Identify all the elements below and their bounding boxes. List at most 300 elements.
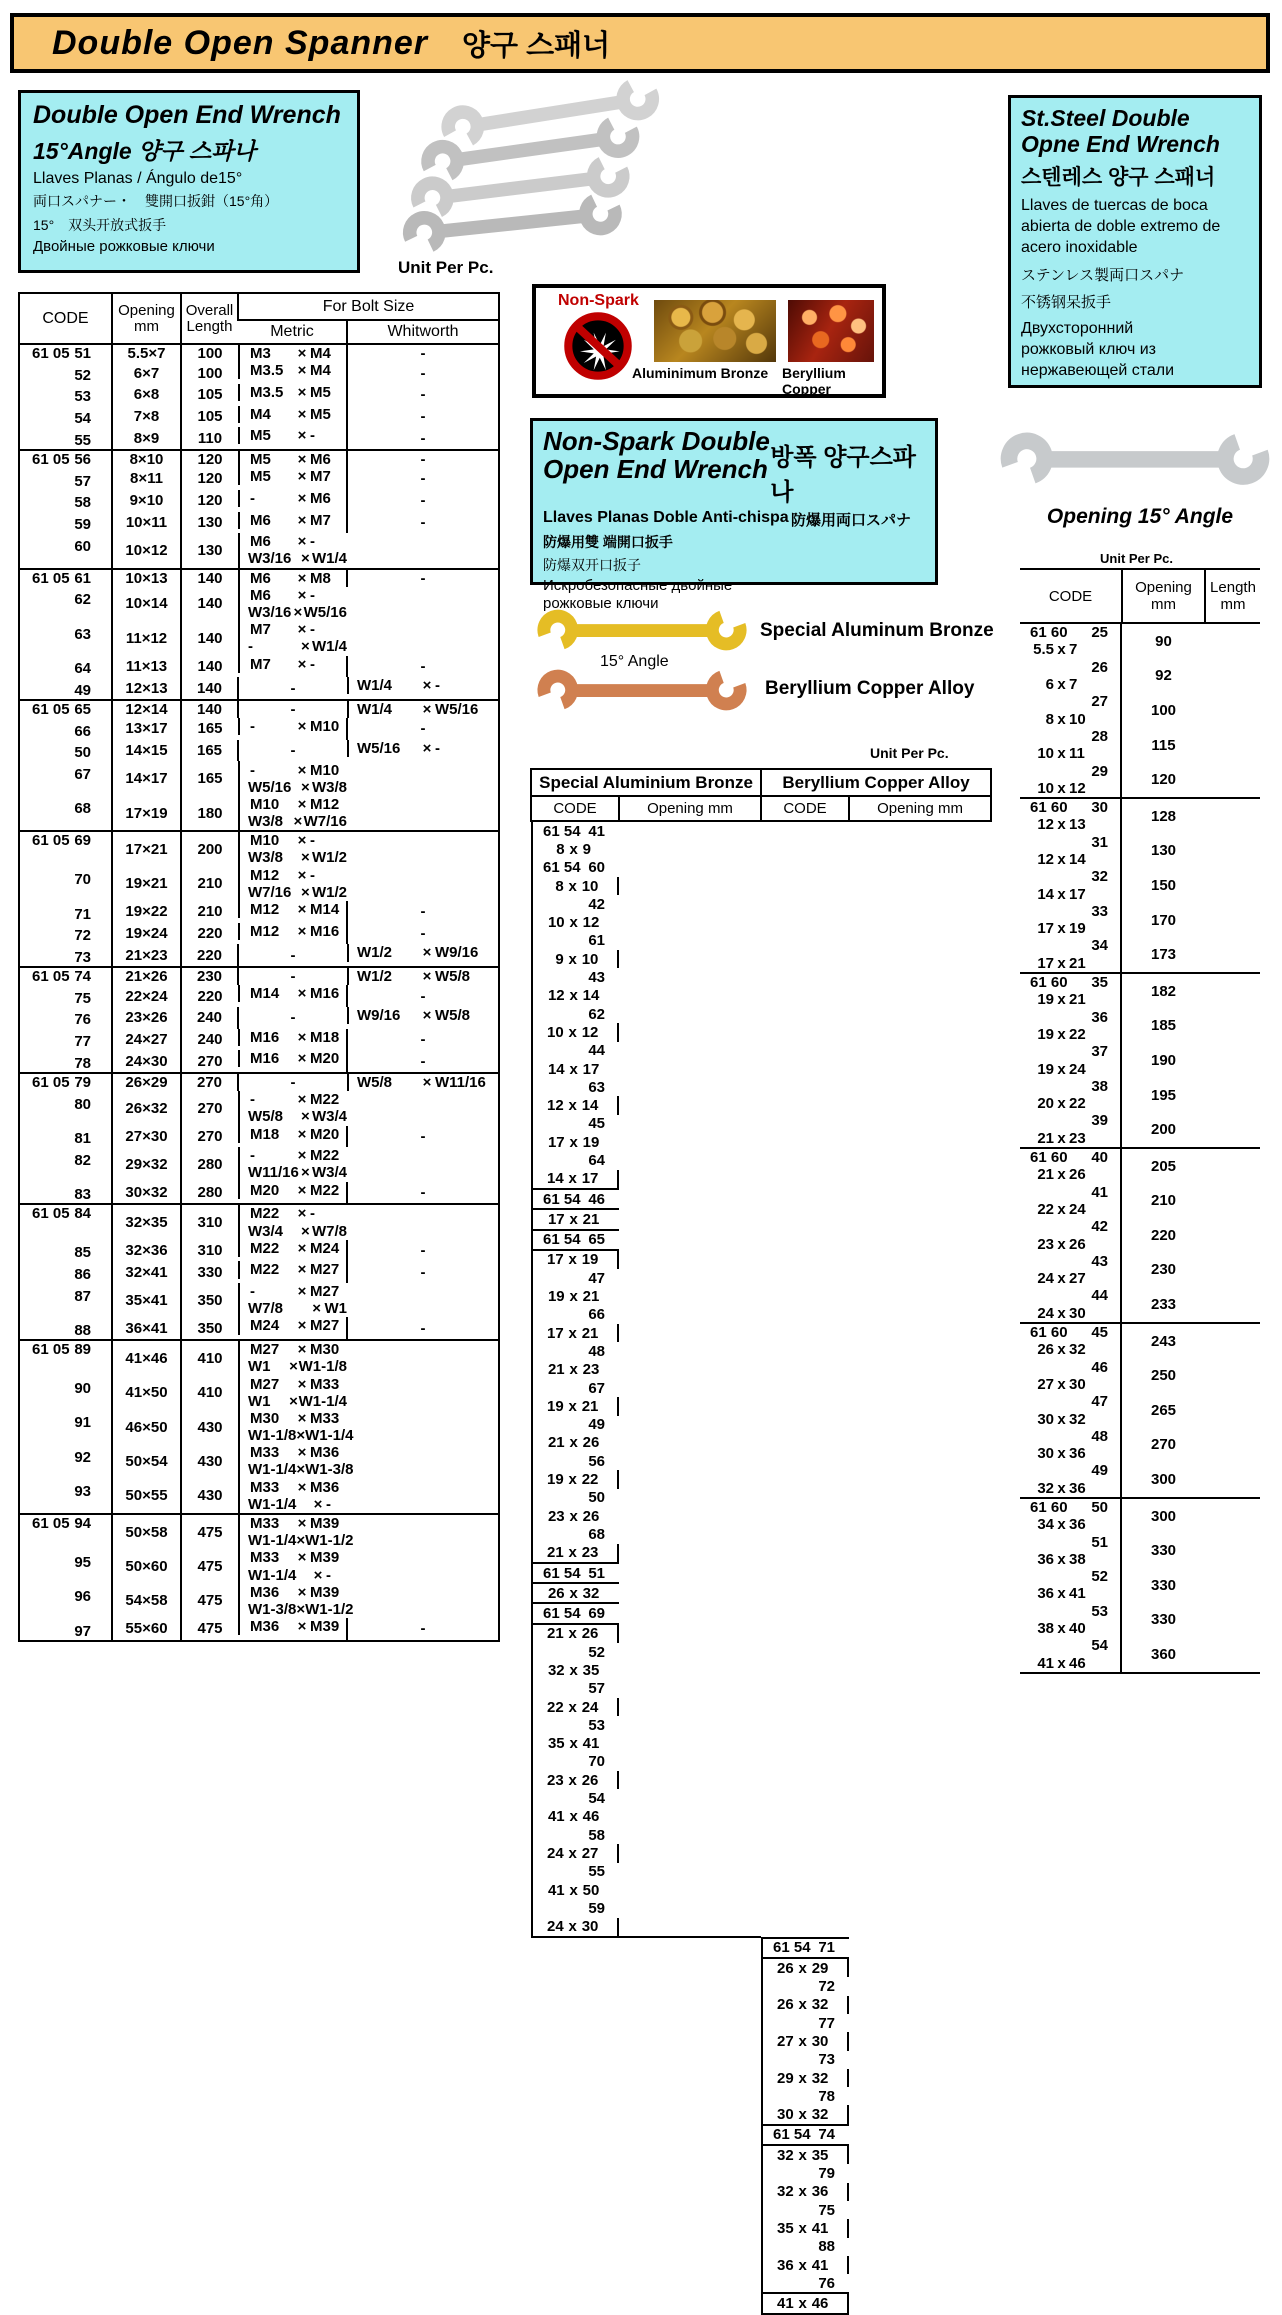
col-header-overall-length: Overall Length <box>181 293 238 344</box>
opening-cell: 21 x 23 <box>531 1361 619 1379</box>
opening-cell: 21×23 <box>112 944 181 967</box>
overall-length-cell: 210 <box>181 901 238 923</box>
code-cell: 81 <box>74 1130 91 1148</box>
overall-length-cell: 310 <box>181 1204 238 1239</box>
bronze-table-header: Special Aluminium Bronze <box>531 769 761 796</box>
nonspark-japanese: 防爆用両口スパナ <box>791 512 912 529</box>
alloy-row <box>531 1115 991 1188</box>
ststeel-row <box>1020 1218 1260 1253</box>
code-cell: 83 <box>74 1186 91 1204</box>
code-cell: 61 05 89 <box>32 1341 91 1359</box>
ststeel-row <box>1020 1043 1260 1078</box>
code-cell: 61 <box>531 932 619 950</box>
metric-bolt-cell: M27 × M30 <box>238 1341 347 1358</box>
metric-bolt-cell: - <box>238 944 347 967</box>
code-cell: 42 <box>1020 1218 1122 1235</box>
code-cell: 61 05 94 <box>32 1515 91 1533</box>
opening-cell: 14 x 17 <box>1020 885 1122 902</box>
alloy-row <box>531 2274 991 2315</box>
opening-cell: 21×26 <box>112 967 181 985</box>
metric-bolt-cell: M22 × M27 <box>238 1261 346 1278</box>
metric-bolt-cell: - <box>238 740 347 762</box>
code-cell: 61 60 30 <box>1020 799 1122 816</box>
opening-cell: 30 x 36 <box>1020 1445 1122 1462</box>
opening-cell: 12 x 14 <box>531 1096 619 1114</box>
left-info-box <box>18 90 360 273</box>
ststeel-row <box>1020 1287 1260 1323</box>
alloy-row <box>531 2014 991 2051</box>
whitworth-bolt-cell: - <box>347 427 499 450</box>
col-header-code: CODE <box>761 796 849 821</box>
opening-cell: 30×32 <box>112 1182 181 1205</box>
code-cell: 34 <box>1020 937 1122 954</box>
spec-row <box>19 1444 499 1478</box>
metric-bolt-cell: - <box>238 677 347 700</box>
spec-row <box>19 1549 499 1583</box>
alloy-row <box>531 1562 991 1643</box>
code-cell: 61 54 41 <box>531 822 619 840</box>
code-cell: 61 54 60 <box>531 859 619 877</box>
metric-bolt-cell: M33 × M39 <box>238 1549 347 1566</box>
spec-row <box>19 1182 499 1205</box>
unit-per-pc-label: Unit Per Pc. <box>398 258 494 277</box>
spec-row <box>19 1007 499 1029</box>
opening-cell: 12 x 13 <box>1020 816 1122 833</box>
alloy-row <box>531 968 991 1041</box>
opening-cell: 24×30 <box>112 1050 181 1073</box>
opening-cell: 12 x 14 <box>531 987 619 1005</box>
spec-row <box>19 1618 499 1641</box>
opening-cell: 6×8 <box>112 384 181 406</box>
spec-row <box>19 344 499 362</box>
ststeel-row <box>1020 1462 1260 1498</box>
opening-cell: 36 x 41 <box>761 2256 849 2274</box>
whitworth-bolt-cell: - <box>347 718 499 740</box>
spec-row <box>19 406 499 428</box>
opening-cell: 17×19 <box>112 796 181 831</box>
spec-row <box>19 1091 499 1125</box>
whitworth-bolt-cell: W5/16 × W3/8 <box>238 779 347 796</box>
code-cell: 79 <box>761 2164 849 2182</box>
stainless-wrench-image <box>995 416 1275 504</box>
alloy-row <box>531 1342 991 1415</box>
alloy-row <box>531 1489 991 1562</box>
opening-cell: 23×26 <box>112 1007 181 1029</box>
code-cell: 77 <box>761 2014 849 2032</box>
whitworth-bolt-cell: W9/16 × W5/8 <box>347 1007 498 1024</box>
code-cell: 66 <box>531 1306 619 1324</box>
alloy-row <box>531 1789 991 1862</box>
code-cell: 86 <box>74 1265 91 1283</box>
blank-cell <box>619 2087 761 2124</box>
length-cell: 220 <box>1150 1226 1177 1244</box>
opening-cell: 8 x 10 <box>1020 710 1122 727</box>
alloy-row <box>531 895 991 968</box>
opening-cell: 26 x 32 <box>761 1996 849 2014</box>
opening-cell: 38 x 40 <box>1020 1620 1122 1637</box>
col-header-metric: Metric <box>238 320 347 344</box>
whitworth-bolt-cell: W1-1/4 × W1-3/8 <box>238 1461 347 1478</box>
opening-cell: 36 x 38 <box>1020 1551 1122 1568</box>
opening-cell: 24 x 27 <box>531 1844 619 1862</box>
spec-row <box>19 867 499 901</box>
whitworth-bolt-cell: - <box>347 1317 499 1340</box>
opening-cell: 10 x 12 <box>531 1023 619 1041</box>
overall-length-cell: 105 <box>181 406 238 428</box>
length-cell: 100 <box>1150 701 1177 719</box>
whitworth-bolt-cell: - <box>347 1182 499 1205</box>
opening-cell: 36×41 <box>112 1317 181 1340</box>
code-cell: 68 <box>531 1525 619 1543</box>
whitworth-bolt-cell: - <box>347 569 499 587</box>
ststeel-row <box>1020 1428 1260 1463</box>
opening-cell: 41×50 <box>112 1375 181 1409</box>
ststeel-row <box>1020 1637 1260 1673</box>
length-cell: 170 <box>1150 911 1177 929</box>
overall-length-cell: 330 <box>181 1261 238 1283</box>
code-cell: 53 <box>1020 1603 1122 1620</box>
whitworth-bolt-cell: - <box>347 1618 499 1641</box>
code-cell: 57 <box>74 472 91 490</box>
wrench-set-photo <box>385 80 690 252</box>
alloy-row <box>531 2087 991 2124</box>
blank-cell <box>531 2051 619 2088</box>
metric-bolt-cell: M3.5 × M5 <box>238 384 346 401</box>
col-header-whitworth: Whitworth <box>347 320 499 344</box>
opening-cell: 27 x 30 <box>761 2032 849 2050</box>
opening-cell: 26 x 29 <box>761 1957 849 1977</box>
beryllium-copper-wrench-image <box>533 666 751 716</box>
nonspark-label: Non-Spark <box>558 292 639 309</box>
metric-bolt-cell: M7 × - <box>238 656 346 673</box>
opening-cell: 12×13 <box>112 677 181 700</box>
blank-cell <box>531 1937 619 1978</box>
code-cell: 54 <box>1020 1637 1122 1654</box>
code-cell: 41 <box>1020 1184 1122 1201</box>
metric-bolt-cell: M16 × M18 <box>238 1029 346 1046</box>
opening-cell: 10 x 11 <box>1020 745 1122 762</box>
page-title: Double Open Spanner <box>52 23 429 62</box>
code-cell: 33 <box>1020 903 1122 920</box>
opening-cell: 17 x 21 <box>531 1208 619 1228</box>
overall-length-cell: 120 <box>181 450 238 468</box>
whitworth-bolt-cell: - <box>347 985 499 1007</box>
ststeel-row <box>1020 973 1260 1009</box>
beryllium-copper-label: Beryllium Copper Alloy <box>765 678 975 699</box>
code-cell: 55 <box>531 1863 619 1881</box>
opening-cell: 32 x 35 <box>531 1661 619 1679</box>
opening-cell: 19×21 <box>112 867 181 901</box>
opening-cell: 50×55 <box>112 1479 181 1514</box>
whitworth-bolt-cell: W11/16 × W3/4 <box>238 1164 347 1181</box>
opening-cell: 5.5×7 <box>112 344 181 362</box>
col-header-opening: Opening mm <box>619 796 761 821</box>
opening-cell: 32 x 35 <box>761 2144 849 2164</box>
code-cell: 93 <box>74 1483 91 1501</box>
stainless-spanish: Llaves de tuercas de boca abierta de doble extremo de acero inoxidable <box>1021 197 1221 256</box>
metric-bolt-cell: M16 × M20 <box>238 1050 346 1067</box>
whitworth-bolt-cell: W1/4 × - <box>347 677 498 694</box>
opening-cell: 29×32 <box>112 1147 181 1181</box>
code-cell: 75 <box>761 2201 849 2219</box>
metric-bolt-cell: M5 × M6 <box>238 451 346 468</box>
ststeel-row <box>1020 1184 1260 1219</box>
overall-length-cell: 100 <box>181 362 238 384</box>
overall-length-cell: 110 <box>181 427 238 450</box>
overall-length-cell: 475 <box>181 1514 238 1549</box>
ststeel-row <box>1020 659 1260 694</box>
opening-cell: 35×41 <box>112 1283 181 1317</box>
overall-length-cell: 270 <box>181 1091 238 1125</box>
metric-bolt-cell: M27 × M33 <box>238 1375 347 1392</box>
overall-length-cell: 220 <box>181 923 238 945</box>
opening-cell: 17 x 21 <box>531 1324 619 1342</box>
overall-length-cell: 105 <box>181 384 238 406</box>
opening-cell: 22 x 24 <box>531 1698 619 1716</box>
whitworth-bolt-cell: W7/16 × W1/2 <box>238 884 347 901</box>
spec-row <box>19 796 499 831</box>
code-cell: 61 05 61 <box>32 569 91 587</box>
code-cell: 31 <box>1020 834 1122 851</box>
col-header-bolt-size: For Bolt Size <box>238 293 499 320</box>
opening-cell: 30 x 32 <box>761 2105 849 2123</box>
spec-row <box>19 901 499 923</box>
spec-row <box>19 533 499 568</box>
spec-row <box>19 450 499 468</box>
spec-row <box>19 1317 499 1340</box>
code-cell: 47 <box>1020 1393 1122 1410</box>
metric-bolt-cell: M30 × M33 <box>238 1410 347 1427</box>
opening-cell: 41 x 46 <box>761 2294 849 2314</box>
metric-bolt-cell: M6 × M7 <box>238 512 346 529</box>
code-cell: 67 <box>531 1379 619 1397</box>
code-cell: 71 <box>74 905 91 923</box>
metric-bolt-cell: M10 × - <box>238 832 347 849</box>
nonspark-title: Non-Spark Double Open End Wrench <box>543 426 770 484</box>
spec-row <box>19 1073 499 1091</box>
code-cell: 61 60 50 <box>1020 1499 1122 1516</box>
copper-table-header: Beryllium Copper Alloy <box>761 769 991 796</box>
whitworth-bolt-cell: - <box>347 344 499 362</box>
nonspark-russian: Искробезопасные двойные рожковые ключи <box>543 577 733 612</box>
info-spanish: Llaves Planas / Ángulo de15° <box>33 170 243 187</box>
length-cell: 270 <box>1150 1436 1177 1454</box>
blank-cell <box>619 2124 761 2165</box>
overall-length-cell: 350 <box>181 1317 238 1340</box>
overall-length-cell: 210 <box>181 867 238 901</box>
spec-row <box>19 944 499 967</box>
nonspark-korean: 방폭 양구스파나 <box>770 444 916 506</box>
overall-length-cell: 130 <box>181 512 238 534</box>
whitworth-bolt-cell: - <box>347 384 499 406</box>
code-cell: 53 <box>74 388 91 406</box>
whitworth-bolt-cell: - <box>347 450 499 468</box>
opening-cell: 9×10 <box>112 490 181 512</box>
stainless-japanese: ステンレス製両口スパナ <box>1021 267 1185 284</box>
length-cell: 300 <box>1150 1507 1177 1525</box>
blank-cell <box>531 2201 619 2238</box>
spec-row <box>19 967 499 985</box>
code-cell: 52 <box>74 366 91 384</box>
length-cell: 182 <box>1150 982 1177 1000</box>
blank-cell <box>619 2051 761 2088</box>
opening-cell: 24×27 <box>112 1029 181 1051</box>
opening-cell: 50×54 <box>112 1444 181 1478</box>
whitworth-bolt-cell: - <box>347 362 499 384</box>
info-russian: Двойные рожковые ключи <box>33 238 215 255</box>
opening-cell: 11×13 <box>112 656 181 678</box>
code-cell: 73 <box>74 948 91 966</box>
whitworth-bolt-cell: W3/8 × W7/16 <box>238 813 347 830</box>
alloy-row <box>531 821 991 895</box>
code-cell: 58 <box>74 494 91 512</box>
stainless-korean: 스텐레스 양구 스패너 <box>1021 166 1216 189</box>
overall-length-cell: 280 <box>181 1147 238 1181</box>
alloy-row <box>531 1416 991 1489</box>
metric-bolt-cell: - × M22 <box>238 1091 347 1108</box>
metric-bolt-cell: - <box>238 1007 347 1029</box>
spec-row <box>19 569 499 587</box>
nonspark-spanish: Llaves Planas Doble Anti-chispa <box>543 509 789 526</box>
length-cell: 190 <box>1150 1051 1177 1069</box>
aluminium-bronze-photo <box>654 300 776 362</box>
opening-cell: 24 x 30 <box>531 1918 619 1936</box>
code-cell: 61 05 84 <box>32 1205 91 1223</box>
info-chinese-simplified: 15° 双头开放式扳手 <box>33 217 167 233</box>
alloy-row <box>531 1716 991 1789</box>
overall-length-cell: 140 <box>181 587 238 621</box>
metric-bolt-cell: M12 × - <box>238 867 347 884</box>
unit-per-pc-label: Unit Per Pc. <box>1100 551 1173 566</box>
overall-length-cell: 220 <box>181 985 238 1007</box>
whitworth-bolt-cell: W5/8 × W11/16 <box>347 1074 498 1091</box>
opening-cell: 36 x 41 <box>1020 1585 1122 1602</box>
code-cell: 59 <box>74 516 91 534</box>
ststeel-row <box>1020 1112 1260 1148</box>
length-cell: 300 <box>1150 1471 1177 1489</box>
length-cell: 150 <box>1150 876 1177 894</box>
spec-row <box>19 677 499 700</box>
overall-length-cell: 220 <box>181 944 238 967</box>
metric-bolt-cell: M33 × M36 <box>238 1444 347 1461</box>
length-cell: 230 <box>1150 1261 1177 1279</box>
alloy-row <box>531 2201 991 2238</box>
spec-row <box>19 468 499 490</box>
whitworth-bolt-cell: W1 × W1-1/4 <box>238 1393 347 1410</box>
metric-bolt-cell: M12 × M16 <box>238 923 346 940</box>
opening-cell: 27 x 30 <box>1020 1376 1122 1393</box>
opening-cell: 26×29 <box>112 1073 181 1091</box>
code-cell: 49 <box>1020 1462 1122 1479</box>
spec-row <box>19 427 499 450</box>
metric-bolt-cell: M3 × M4 <box>238 345 346 362</box>
opening-cell: 10×12 <box>112 533 181 568</box>
overall-length-cell: 240 <box>181 1007 238 1029</box>
overall-length-cell: 350 <box>181 1283 238 1317</box>
opening-cell: 23 x 26 <box>1020 1235 1122 1252</box>
code-cell: 77 <box>74 1033 91 1051</box>
length-cell: 250 <box>1150 1367 1177 1385</box>
code-cell: 53 <box>531 1716 619 1734</box>
page-title-band <box>10 13 1270 73</box>
code-cell: 44 <box>1020 1287 1122 1304</box>
code-cell: 62 <box>74 591 91 609</box>
col-header-code: CODE <box>1020 569 1122 623</box>
opening-cell: 26 x 32 <box>531 1582 619 1602</box>
opening-cell: 19 x 21 <box>531 1287 619 1305</box>
length-cell: 120 <box>1150 771 1177 789</box>
code-cell: 78 <box>74 1054 91 1072</box>
code-cell: 72 <box>761 1977 849 1995</box>
overall-length-cell: 410 <box>181 1340 238 1375</box>
code-cell: 52 <box>1020 1568 1122 1585</box>
overall-length-cell: 230 <box>181 967 238 985</box>
opening-cell: 21 x 23 <box>531 1544 619 1562</box>
spec-row <box>19 1283 499 1317</box>
code-cell: 26 <box>1020 659 1122 676</box>
code-cell: 61 54 46 <box>531 1188 619 1208</box>
code-cell: 45 <box>531 1115 619 1133</box>
opening-cell: 17 x 19 <box>531 1249 619 1269</box>
whitworth-bolt-cell: W1-1/4 × - <box>238 1567 347 1584</box>
spec-row <box>19 740 499 762</box>
code-cell: 49 <box>531 1416 619 1434</box>
whitworth-bolt-cell: W5/16 × - <box>347 740 498 757</box>
ststeel-row <box>1020 1009 1260 1044</box>
opening-cell: 24 x 30 <box>1020 1305 1122 1322</box>
metric-bolt-cell: - × M10 <box>238 761 347 778</box>
code-cell: 61 54 69 <box>531 1602 619 1622</box>
opening-cell: 5.5 x 7 <box>1020 641 1122 658</box>
overall-length-cell: 100 <box>181 344 238 362</box>
spec-row <box>19 621 499 655</box>
whitworth-bolt-cell: W3/8 × W1/2 <box>238 849 347 866</box>
code-cell: 57 <box>531 1680 619 1698</box>
whitworth-bolt-cell: W3/4 × W7/8 <box>238 1222 347 1239</box>
opening-cell: 19×24 <box>112 923 181 945</box>
code-cell: 39 <box>1020 1112 1122 1129</box>
unit-per-pc-label: Unit Per Pc. <box>870 745 949 761</box>
spec-row <box>19 512 499 534</box>
opening-cell: 8×10 <box>112 450 181 468</box>
code-cell: 52 <box>531 1643 619 1661</box>
ststeel-row <box>1020 1393 1260 1428</box>
spec-row <box>19 1514 499 1549</box>
spec-row <box>19 1050 499 1073</box>
opening-cell: 54×58 <box>112 1584 181 1618</box>
code-cell: 70 <box>531 1753 619 1771</box>
metric-bolt-cell: - × M10 <box>238 718 346 735</box>
whitworth-bolt-cell: W1-3/8 × W1-1/2 <box>238 1601 347 1618</box>
code-cell: 60 <box>74 537 91 555</box>
opening-cell: 17 x 19 <box>531 1133 619 1151</box>
ststeel-row <box>1020 762 1260 798</box>
ststeel-row <box>1020 868 1260 903</box>
whitworth-bolt-cell: - <box>347 1029 499 1051</box>
code-cell: 54 <box>531 1789 619 1807</box>
whitworth-bolt-cell: - <box>347 656 499 678</box>
whitworth-bolt-cell: - <box>347 1261 499 1283</box>
code-cell: 48 <box>531 1342 619 1360</box>
blank-cell <box>531 2274 619 2315</box>
overall-length-cell: 310 <box>181 1240 238 1262</box>
opening-cell: 35 x 41 <box>531 1735 619 1753</box>
opening-cell: 34 x 36 <box>1020 1516 1122 1533</box>
opening-cell: 19 x 22 <box>1020 1026 1122 1043</box>
overall-length-cell: 270 <box>181 1126 238 1148</box>
overall-length-cell: 165 <box>181 761 238 795</box>
code-cell: 61 60 40 <box>1020 1149 1122 1166</box>
